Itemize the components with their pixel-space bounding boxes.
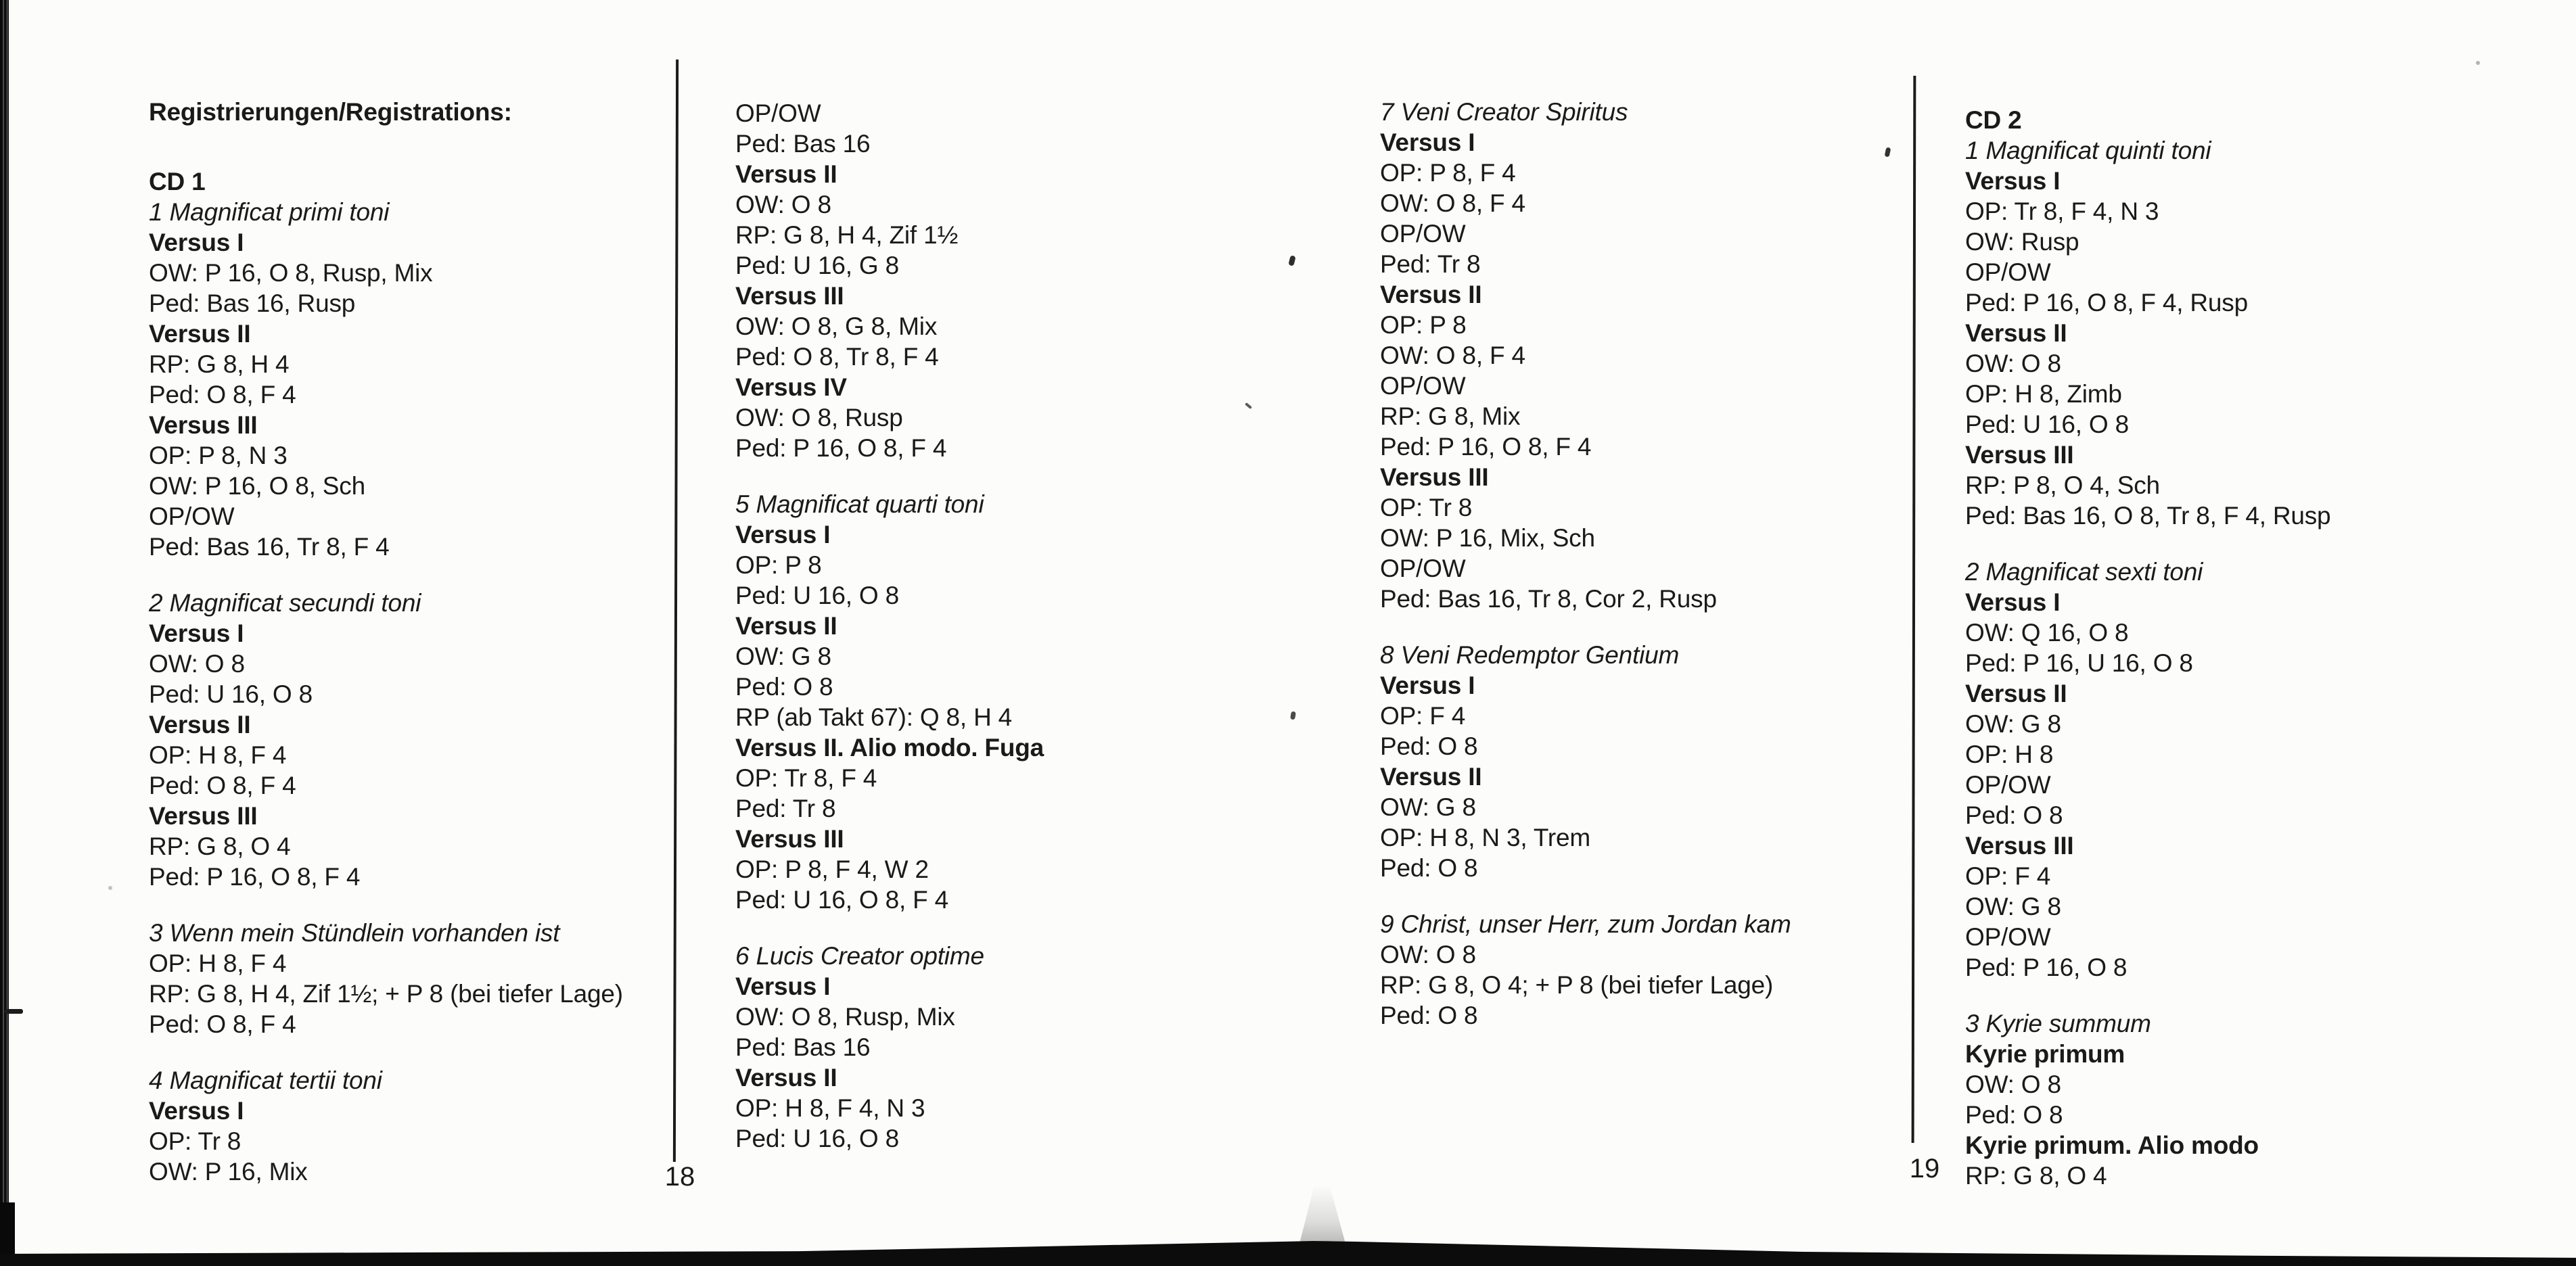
section-heading: Versus III [735,282,844,310]
section-heading: Versus I [735,521,831,548]
registration-line: OP/OW [1380,555,1466,582]
registrations-list-4 [1965,105,2574,1191]
section-heading: Versus II [1380,281,1482,308]
registration-line: Ped: U 16, O 8 [1965,411,2129,438]
section-heading: Versus III [149,802,258,830]
page-number-left: 18 [664,1162,695,1192]
registration-line: OW: O 8 [1965,350,2061,377]
registration-line: RP: G 8, O 4; + P 8 (bei tiefer Lage) [1380,971,1774,999]
dust-speck [2476,61,2480,65]
registration-line: OW: O 8, Rusp [735,404,903,431]
registration-line: OW: G 8 [1965,710,2061,738]
registration-line: OP: Tr 8 [149,1127,242,1155]
registration-line: RP (ab Takt 67): Q 8, H 4 [735,703,1013,731]
section-heading: Versus II [149,320,251,348]
registration-line: OW: P 16, O 8, Rusp, Mix [149,259,433,287]
registration-line: OP/OW [1380,220,1466,248]
registration-line: OP: P 8, N 3 [149,442,288,469]
section-heading: Versus I [735,972,831,1000]
registration-line: RP: P 8, O 4, Sch [1965,471,2160,499]
left-page-column-2 [735,98,1290,1154]
registrations-list-1 [149,166,690,1187]
section-heading: Versus II [1965,319,2067,347]
registration-line: Ped: P 16, O 8, F 4 [735,434,947,462]
registration-line: OW: Rusp [1965,228,2079,256]
registrations-list-3 [1380,97,1921,1031]
registration-line: OW: O 8, F 4 [1380,342,1525,369]
section-heading: Versus III [1965,832,2074,860]
right-page-column-1 [1380,97,1921,1031]
section-heading: Versus I [1965,167,2061,195]
track-title: 2 Magnificat secundi toni [149,589,421,617]
registration-line: Ped: Tr 8 [735,795,836,822]
registration-line: Ped: Tr 8 [1380,250,1481,278]
registration-line: RP: G 8, Mix [1380,402,1521,430]
registration-line: Ped: O 8 [1965,1101,2063,1129]
registration-line: Ped: U 16, O 8 [149,680,313,708]
registration-line: OP: F 4 [1380,702,1466,730]
registration-line: OW: G 8 [1380,793,1476,821]
registration-line: Ped: Bas 16 [735,1033,871,1061]
track-title: 7 Veni Creator Spiritus [1380,98,1628,126]
section-heading: Versus II. Alio modo. Fuga [735,734,1044,761]
section-heading: Versus I [1965,588,2061,616]
registration-line: RP: G 8, O 4 [149,833,291,860]
track-title: 3 Kyrie summum [1965,1010,2151,1037]
registration-line: Ped: Bas 16, Rusp [149,289,356,317]
section-heading: Versus II [1965,680,2067,707]
track-title: 9 Christ, unser Herr, zum Jordan kam [1380,910,1791,938]
section-heading: Versus I [149,619,244,647]
registration-line: OW: P 16, Mix [149,1158,308,1186]
section-heading: Versus III [735,825,844,853]
registration-line: OP: H 8 [1965,741,2054,768]
section-heading: Versus I [1380,672,1475,699]
section-heading: Versus I [149,1097,244,1125]
section-heading: Versus IV [735,373,847,401]
registration-line: OP/OW [149,502,235,530]
registration-line: OP/OW [1965,771,2051,799]
registration-line: Ped: O 8 [735,673,833,701]
section-heading: Kyrie primum. Alio modo [1965,1131,2259,1159]
registration-line: OW: O 8 [735,191,831,218]
registration-line: OW: O 8 [1380,941,1476,968]
section-heading: Versus II [149,711,251,738]
registration-line: RP: G 8, O 4 [1965,1162,2107,1190]
scan-edge-bottom-band [0,1238,2576,1266]
track-title: 1 Magnificat quinti toni [1965,137,2211,164]
scan-edge-tick [5,1009,23,1014]
registration-line: OW: P 16, Mix, Sch [1380,524,1595,552]
registration-line: Ped: O 8 [1380,732,1478,760]
registration-line: Ped: O 8, Tr 8, F 4 [735,343,939,371]
registration-line: RP: G 8, H 4, Zif 1½; + P 8 (bei tiefer Lage) [149,980,623,1008]
registration-line: Ped: U 16, O 8 [735,582,899,609]
registration-line: Ped: U 16, G 8 [735,252,899,279]
scan-edge-left-strip [0,0,9,1217]
registration-line: OP/OW [1380,372,1466,400]
registration-line: Ped: P 16, O 8, F 4, Rusp [1965,289,2248,316]
section-heading: Versus III [149,411,258,439]
track-title: 8 Veni Redemptor Gentium [1380,641,1680,669]
registration-line: Ped: Bas 16 [735,130,871,158]
right-page-column-2 [1965,105,2574,1191]
section-heading: Versus II [735,612,837,640]
registration-line: Ped: O 8, F 4 [149,1010,296,1038]
section-heading: Versus II [1380,763,1482,791]
track-title: 6 Lucis Creator optime [735,942,984,970]
section-heading: Versus II [735,160,837,188]
section-heading: Kyrie primum [1965,1040,2125,1068]
section-heading: Versus III [1380,463,1489,491]
registration-line: OP: P 8, F 4, W 2 [735,855,929,883]
registrations-list-2 [735,98,1290,1154]
registration-line: OW: O 8, Rusp, Mix [735,1003,955,1031]
registration-line: OP: Tr 8 [1380,494,1473,521]
registration-line: OP: Tr 8, F 4, N 3 [1965,197,2159,225]
registration-line: OW: O 8, G 8, Mix [735,312,938,340]
registration-line: OP: H 8, N 3, Trem [1380,824,1590,851]
section-heading: Versus III [1965,441,2074,469]
registration-line: OP: P 8 [735,551,822,579]
registration-line: OP/OW [1965,258,2051,286]
registration-line: OP: H 8, Zimb [1965,380,2122,408]
registration-line: OW: G 8 [1965,893,2061,920]
registration-line: Ped: P 16, U 16, O 8 [1965,649,2193,677]
registration-line: RP: G 8, H 4 [149,350,290,378]
track-title: 3 Wenn mein Stündlein vorhanden ist [149,919,560,947]
registration-line: Ped: Bas 16, Tr 8, F 4 [149,533,390,561]
section-heading: Versus II [735,1064,837,1092]
registration-line: OP/OW [735,99,821,127]
left-page-column-1 [149,97,690,1187]
registration-line: OP: H 8, F 4 [149,950,287,977]
section-heading: CD 1 [149,168,206,195]
registration-line: Ped: O 8, F 4 [149,381,296,408]
registration-line: Ped: P 16, O 8, F 4 [149,863,361,891]
registration-line: OP: P 8, F 4 [1380,159,1516,187]
registration-line: Ped: O 8, F 4 [149,772,296,799]
track-title: 1 Magnificat primi toni [149,198,390,226]
section-heading: Versus I [149,229,244,256]
registration-line: OW: O 8 [149,650,245,678]
dust-speck [1290,711,1296,720]
section-heading: Versus I [1380,128,1475,156]
registration-line: RP: G 8, H 4, Zif 1½ [735,221,959,249]
registration-line: Ped: P 16, O 8 [1965,954,2128,981]
registration-line: OP: Tr 8, F 4 [735,764,877,792]
registration-line: OW: O 8 [1965,1071,2061,1098]
section-heading: CD 2 [1965,106,2022,134]
registration-line: OW: G 8 [735,642,831,670]
track-title: 2 Magnificat sexti toni [1965,558,2203,586]
registration-line: Ped: Bas 16, Tr 8, Cor 2, Rusp [1380,585,1717,613]
page-number-right: 19 [1909,1154,1940,1183]
registration-line: OP: F 4 [1965,862,2051,890]
registration-line: OW: Q 16, O 8 [1965,619,2129,647]
registration-line: Ped: P 16, O 8, F 4 [1380,433,1592,461]
registration-line: Ped: Bas 16, O 8, Tr 8, F 4, Rusp [1965,502,2331,530]
track-title: 4 Magnificat tertii toni [149,1066,382,1094]
registration-line: Ped: O 8 [1380,1002,1478,1029]
registration-line: OP/OW [1965,923,2051,951]
dust-speck [108,886,112,890]
track-title: 5 Magnificat quarti toni [735,490,984,518]
registration-line: Ped: O 8 [1965,801,2063,829]
page-heading: Registrierungen/Registrations: [149,98,512,126]
registration-line: Ped: U 16, O 8, F 4 [735,886,948,914]
registration-line: OW: O 8, F 4 [1380,189,1525,217]
registration-line: OP: H 8, F 4, N 3 [735,1094,925,1122]
registration-line: OP: H 8, F 4 [149,741,287,769]
registration-line: OW: P 16, O 8, Sch [149,472,365,500]
registration-line: Ped: U 16, O 8 [735,1125,899,1152]
registration-line: OP: P 8 [1380,311,1467,339]
registration-line: Ped: O 8 [1380,854,1478,882]
